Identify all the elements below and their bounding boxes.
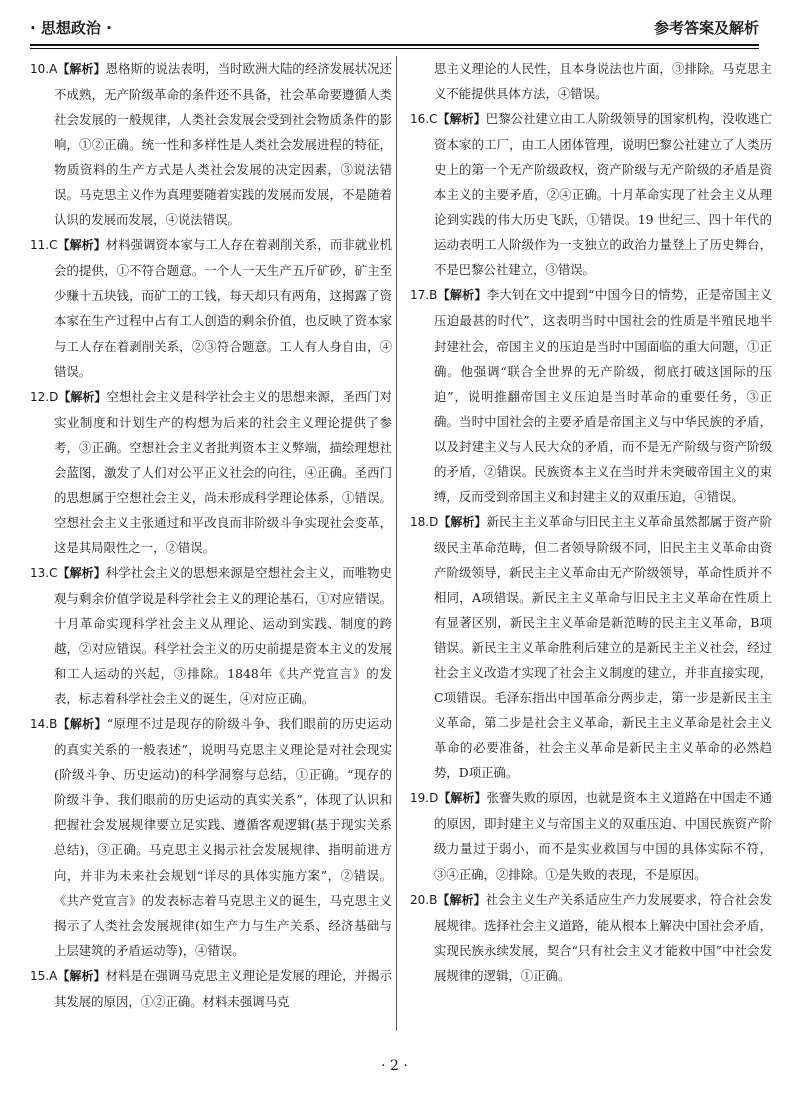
answer-item: [30, 711, 392, 962]
answer-number: 17.B: [410, 288, 438, 303]
answer-number: 15.A: [30, 968, 58, 983]
answer-item: [30, 56, 392, 232]
subject-title: · 思想政治 ·: [30, 18, 112, 37]
answer-item: [410, 56, 772, 106]
analysis-tag: 【解析】: [438, 791, 487, 806]
answer-item: [410, 785, 772, 886]
analysis-tag: 【解析】: [57, 238, 106, 253]
answer-item: [30, 560, 392, 711]
answer-text: 思主义理论的人民性，且本身说法也片面，③排除。马克思主义不能提供具体方法，④错误。: [434, 61, 772, 102]
page-header: [30, 14, 759, 40]
page-number: · 2 ·: [381, 1058, 408, 1074]
answer-number: 16.C: [410, 112, 438, 127]
section-title: 参考答案及解析: [653, 18, 759, 37]
answer-text: 巴黎公社建立由工人阶级领导的国家机构，没收逃亡资本家的工厂，由工人团体管理，说明巴黎公社建立了人类历史上的第一个无产阶级政权，资产阶级与无产阶级的矛盾是资本主义的主要矛盾，②④正确。十月革命实现了社会主义从理论到实践的伟大历史飞跃，①错误。19 世纪三、四十年代的运动表明工人阶级作为一支独立的政治力量登上了历史舞台，不是巴黎公社建立，③错误。: [434, 111, 772, 278]
answer-number: 12.D: [30, 389, 59, 404]
answer-text: 张謇失败的原因，也就是资本主义道路在中国走不通的原因，即封建主义与帝国主义的双重压迫、中国民族资产阶级力量过于弱小，而不是实业救国与中国的具体实际不符，③④正确，②排除。①是失败的表现，不是原因。: [434, 790, 772, 882]
left-column: [30, 56, 392, 1041]
answer-item: [410, 106, 772, 282]
header-rule: [30, 44, 759, 49]
answer-item: [30, 384, 392, 560]
answer-number: 19.D: [410, 791, 439, 806]
answer-text: 恩格斯的说法表明，当时欧洲大陆的经济发展状况还不成熟，无产阶级革命的条件还不具备，社会革命要遵循人类社会发展的一般规律，人类社会发展会受到社会物质条件的影响，①②正确。统一性和多样性是人类社会发展进程的特征，物质资料的生产方式是人类社会发展的决定因素，③说法错误。马克思主义作为真理要随着实践的发展而发展，不是随着认识的发展而发展，④说法错误。: [54, 61, 392, 228]
answer-number: 11.C: [30, 238, 58, 253]
answer-item: [30, 963, 392, 1014]
analysis-tag: 【解析】: [437, 892, 486, 907]
answer-item: [410, 509, 772, 786]
right-column: [410, 56, 772, 1041]
answer-text: “原理不过是现存的阶级斗争、我们眼前的历史运动的真实关系的一般表述”，说明马克思主义理论是对社会现实(阶级斗争、历史运动)的科学洞察与总结，①正确。“现存的阶级斗争、我们眼前的历史运动的真实关系”，体现了认识和把握社会发展规律要立足实践、遵循客观逻辑(基于现实关系总结)，③正确。马克思主义揭示社会发展规律、指明前进方向，并非为未来社会规划“详尽的具体实施方案”，②错误。《共产党宣言》的发表标志着马克思主义的诞生，马克思主义揭示了人类社会发展规律(如生产力与生产关系、经济基础与上层建筑的矛盾运动等)，④错误。: [54, 716, 392, 958]
answer-item: [410, 887, 772, 988]
answer-text: 空想社会主义是科学社会主义的思想来源，圣西门对实业制度和计划生产的构想为后来的社会主义理论提供了参考，③正确。空想社会主义者批判资本主义弊端，描绘理想社会蓝图，激发了人们对公平正义社会的向往，④正确。圣西门的思想属于空想社会主义，尚未形成科学理论体系，①错误。空想社会主义主张通过和平改良而非阶级斗争实现社会变革，这是其局限性之一，②错误。: [54, 388, 392, 555]
analysis-tag: 【解析】: [57, 62, 106, 76]
answer-text: 新民主主义革命与旧民主主义革命虽然都属于资产阶级民主革命范畴，但二者领导阶级不同，旧民主主义革命由资产阶级领导，新民主主义革命由无产阶级领导，革命性质并不相同，A项错误。新民主主义革命与旧民主主义革命在性质上有显著区别，新民主主义革命是新范畴的民主主义革命，B项错误。新民主主义革命胜利后建立的是新民主主义社会，经过社会主义改造才实现了社会主义制度的建立，并非直接实现，C项错误。毛泽东指出中国革命分两步走，第一步是新民主主义革命，第二步是社会主义革命，新民主主义革命是社会主义革命的必要准备，社会主义革命是新民主主义革命的必然趋势，D项正确。: [434, 513, 772, 781]
answer-text: 科学社会主义的思想来源是空想社会主义，而唯物史观与剩余价值学说是科学社会主义的理论基石，①对应错误。十月革命实现科学社会主义从理论、运动到实践、制度的跨越，②对应错误。科学社会主义的历史前提是资本主义的发展和工人运动的兴起，③排除。1848年《共产党宣言》的发表，标志着科学社会主义的诞生，④对应正确。: [54, 564, 392, 707]
analysis-tag: 【解析】: [438, 514, 487, 529]
answer-text: 材料强调资本家与工人存在着剥削关系，而非就业机会的提供，①不符合题意。一个人一天生产五斤矿砂，矿主至少赚十五块钱，而矿工的工钱，每天却只有两角，这揭露了资本家在生产过程中占有工人创造的剩余价值，也反映了资本家与工人存在着剥削关系，②③符合题意。工人有人身自由，④错误。: [54, 237, 392, 379]
analysis-tag: 【解析】: [437, 112, 486, 127]
analysis-tag: 【解析】: [57, 565, 106, 580]
column-divider: [396, 56, 397, 1031]
answer-text: 李大钊在文中提到“中国今日的情势，正是帝国主义压迫最甚的时代”，这表明当时中国社会的性质是半殖民地半封建社会，帝国主义的压迫是当时中国面临的重大问题，①正确。他强调“联合全世界的无产阶级，彻底打破这国际的压迫”，说明推翻帝国主义压迫是当时革命的重要任务，③正确。当时中国社会的主要矛盾是帝国主义与中华民族的矛盾，以及封建主义与人民大众的矛盾，而不是无产阶级与资产阶级的矛盾，②错误。民族资本主义在当时并未突破帝国主义的束缚，反而受到帝国主义和封建主义的双重压迫，④错误。: [434, 287, 772, 504]
analysis-tag: 【解析】: [57, 717, 107, 732]
answer-item: [30, 232, 392, 383]
answer-number: 20.B: [410, 892, 438, 907]
answer-number: 10.A: [30, 62, 58, 76]
analysis-tag: 【解析】: [437, 288, 487, 303]
analysis-tag: 【解析】: [58, 389, 107, 404]
answer-item: [410, 282, 772, 508]
analysis-tag: 【解析】: [57, 968, 106, 983]
answer-number: 18.D: [410, 514, 439, 529]
answer-text: 社会主义生产关系适应生产力发展要求，符合社会发展规律。选择社会主义道路，能从根本上解决中国社会矛盾，实现民族永续发展，契合“只有社会主义才能救中国”中社会发展规律的逻辑，①正确。: [434, 891, 772, 983]
answer-number: 13.C: [30, 565, 58, 580]
answer-text: 材料是在强调马克思主义理论是发展的理论，并揭示其发展的原因，①②正确。材料未强调马克: [54, 967, 392, 1009]
answer-number: 14.B: [30, 717, 58, 732]
